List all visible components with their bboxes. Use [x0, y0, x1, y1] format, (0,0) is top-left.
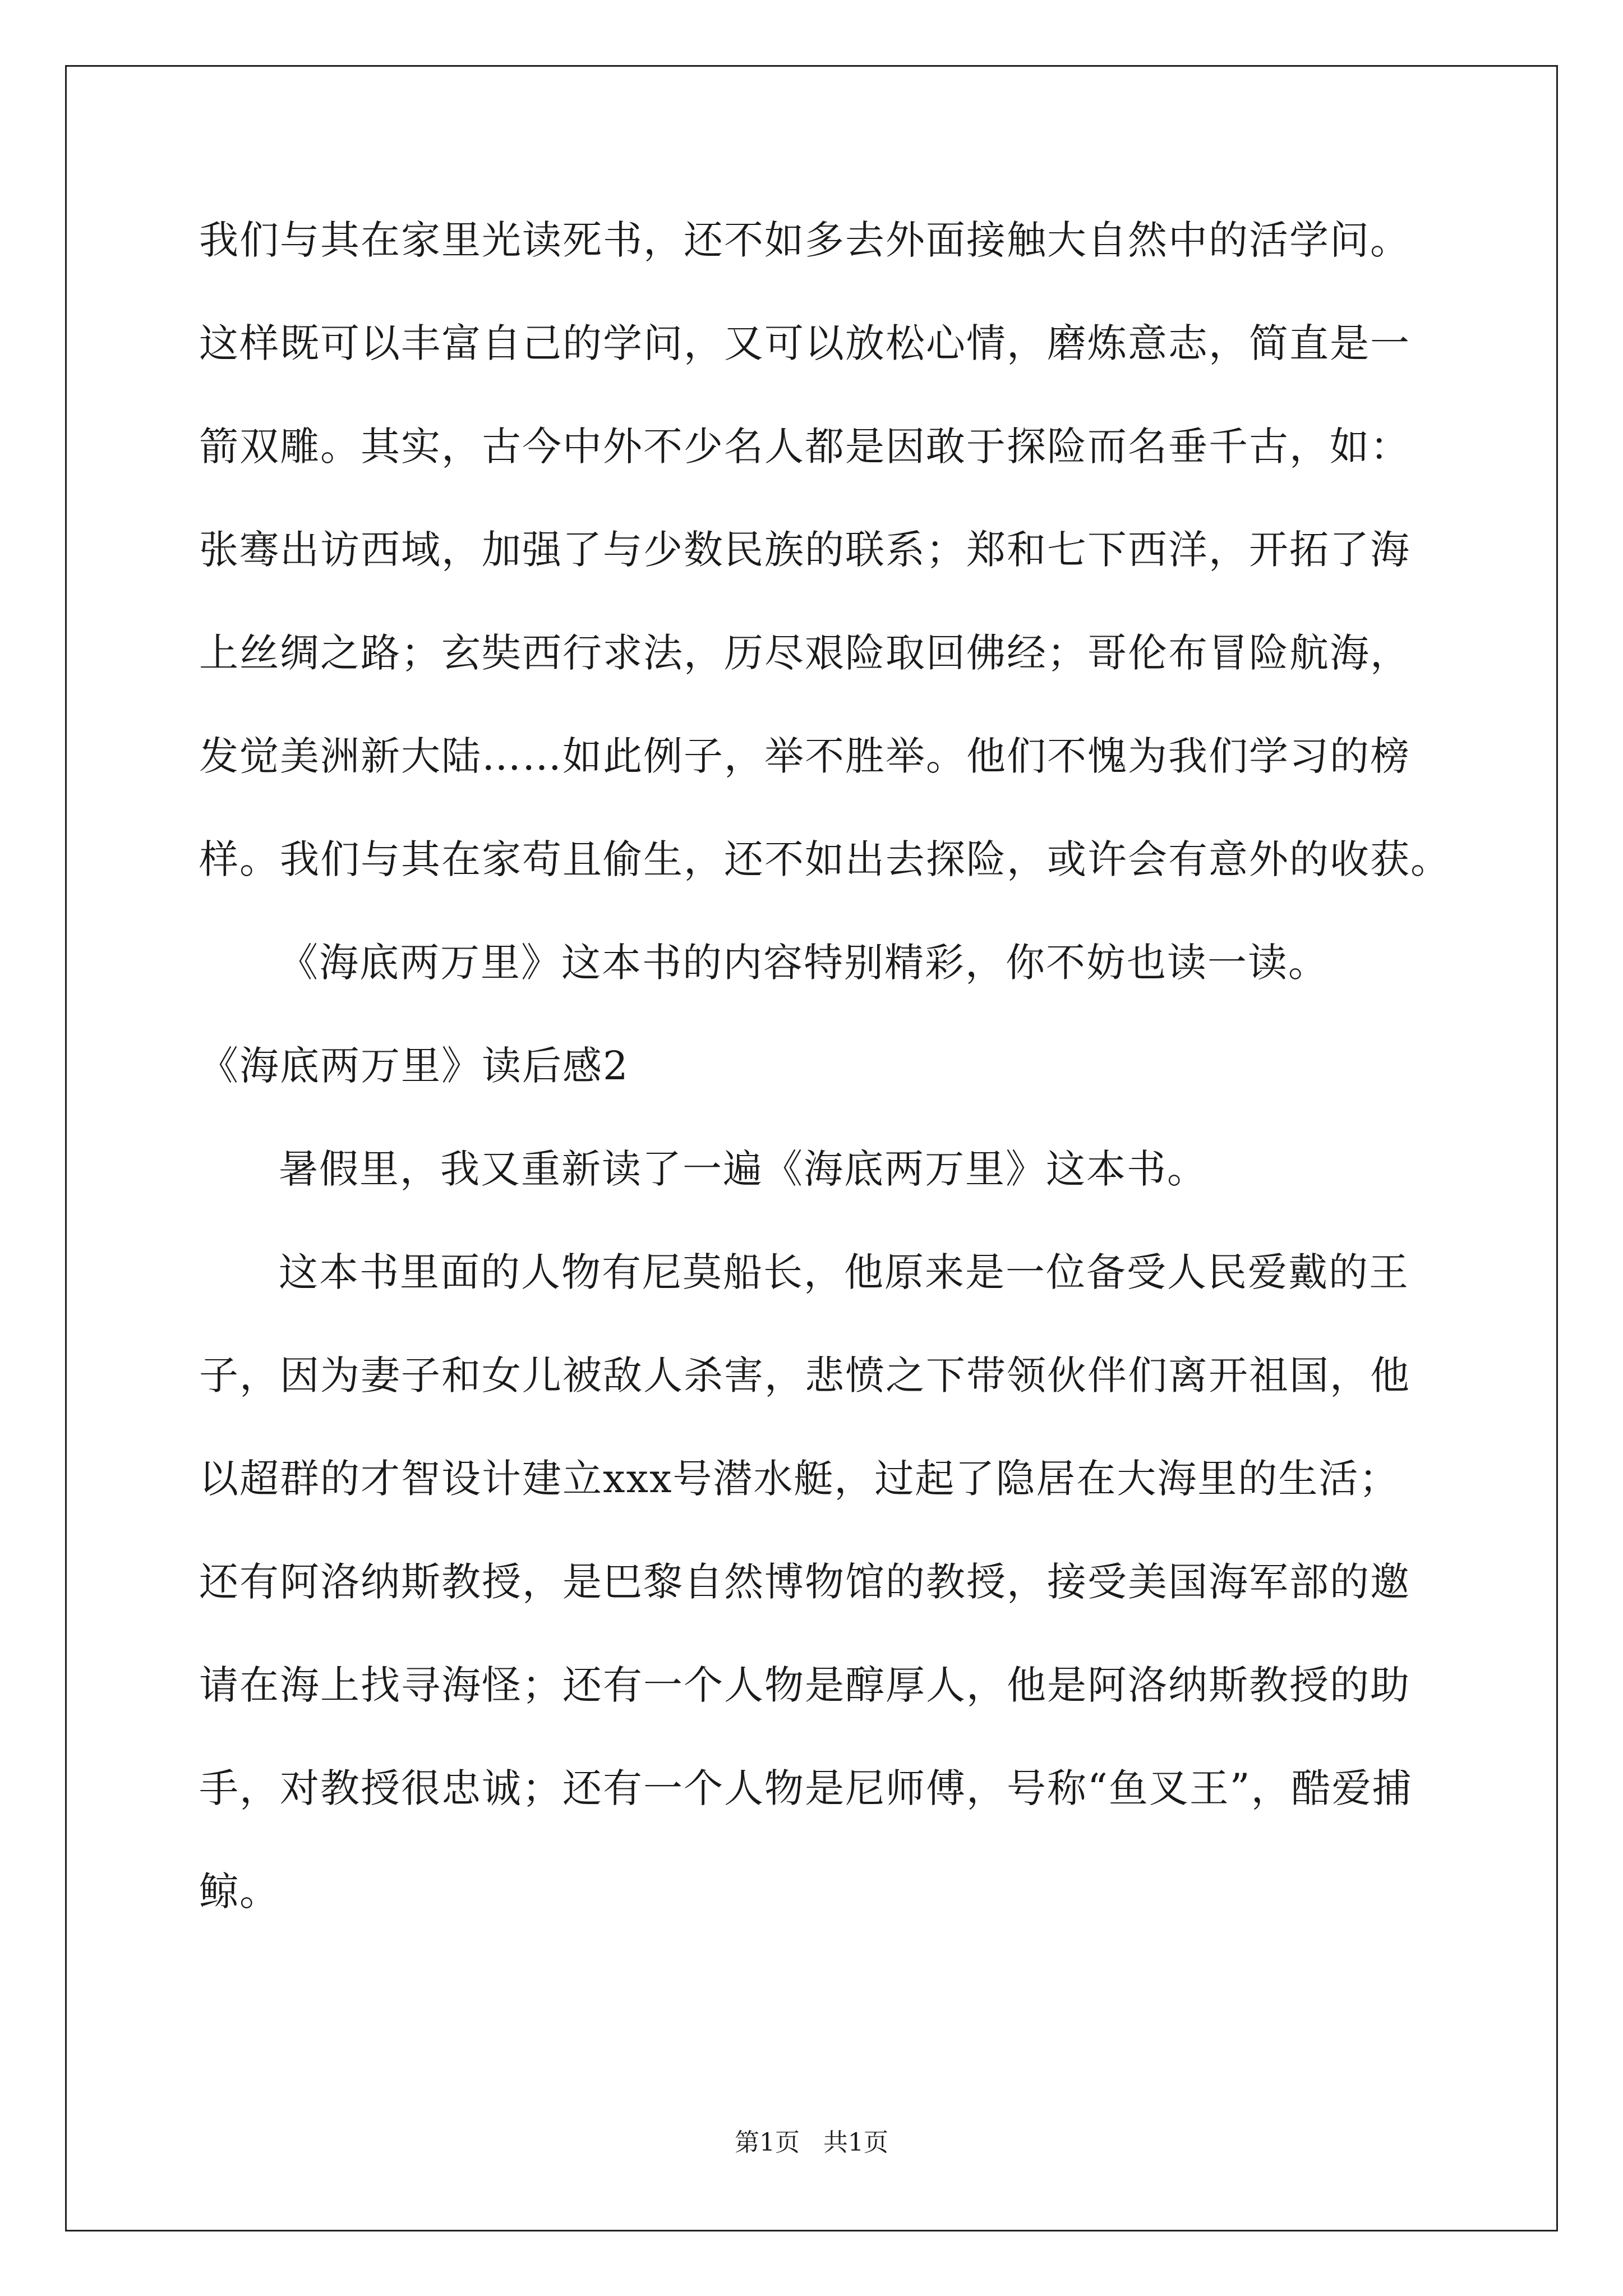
- text-line: 样。我们与其在家苟且偷生，还不如出去探险，或许会有意外的收获。: [199, 836, 1451, 882]
- text-line: 请在海上找寻海怪；还有一个人物是醇厚人，他是阿洛纳斯教授的助: [199, 1662, 1410, 1708]
- text-line: 发觉美洲新大陆……如此例子，举不胜举。他们不愧为我们学习的榜: [199, 733, 1410, 779]
- text-line: 这样既可以丰富自己的学问，又可以放松心情，磨炼意志，简直是一: [199, 320, 1410, 366]
- text-line: 《海底两万里》这本书的内容特别精彩，你不妨也读一读。: [279, 940, 1329, 986]
- text-line: 以超群的才智设计建立xxx号潜水艇，过起了隐居在大海里的生活；: [199, 1456, 1400, 1502]
- text-line: 我们与其在家里光读死书，还不如多去外面接触大自然中的活学问。: [199, 217, 1410, 263]
- text-line: 张骞出访西域，加强了与少数民族的联系；郑和七下西洋，开拓了海: [199, 527, 1410, 573]
- text-line: 还有阿洛纳斯教授，是巴黎自然博物馆的教授，接受美国海军部的邀: [199, 1559, 1410, 1605]
- text-line: 鲸。: [199, 1869, 280, 1915]
- section-heading: 《海底两万里》读后感2: [199, 1043, 629, 1089]
- page-footer: 第1页 共1页: [735, 2128, 888, 2157]
- text-line: 手，对教授很忠诚；还有一个人物是尼师傅，号称“鱼叉王”，酷爱捕: [199, 1765, 1413, 1811]
- text-line: 这本书里面的人物有尼莫船长，他原来是一位备受人民爱戴的王: [279, 1249, 1409, 1295]
- text-line: 上丝绸之路；玄奘西行求法，历尽艰险取回佛经；哥伦布冒险航海，: [199, 630, 1410, 676]
- text-line: 箭双雕。其实，古今中外不少名人都是因敢于探险而名垂千古，如：: [199, 424, 1410, 470]
- text-line: 子，因为妻子和女儿被敌人杀害，悲愤之下带领伙伴们离开祖国，他: [199, 1352, 1410, 1398]
- text-line: 暑假里，我又重新读了一遍《海底两万里》这本书。: [279, 1146, 1207, 1192]
